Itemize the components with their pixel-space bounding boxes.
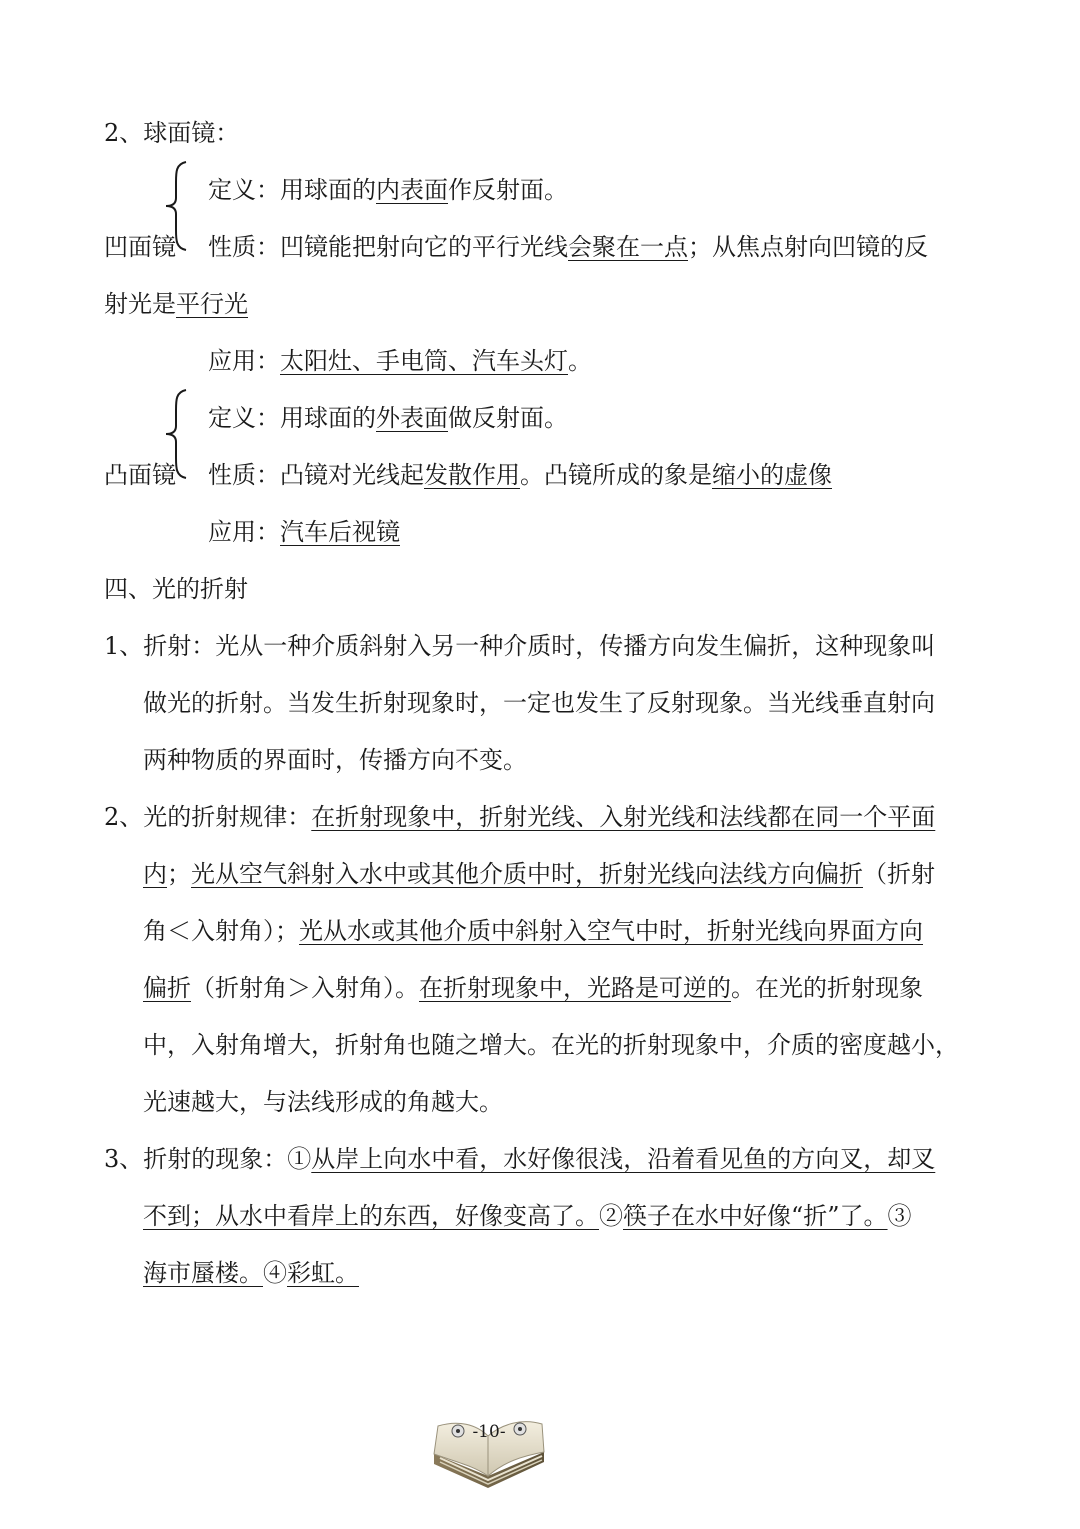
convex-application: 应用：汽车后视镜 — [208, 518, 400, 546]
concave-property-line2: 射光是平行光 — [104, 290, 248, 318]
concave-property-line1: 性质：凹镜能把射向它的平行光线会聚在一点；从焦点射向凹镜的反 — [208, 233, 928, 261]
concave-definition: 定义：用球面的内表面作反射面。 — [208, 176, 568, 204]
refraction-law-line1: 2、光的折射规律：在折射现象中，折射光线、入射光线和法线都在同一个平面 — [104, 803, 936, 831]
refraction-law-line3: 角＜入射角）；光从水或其他介质中斜射入空气中时，折射光线向界面方向 — [143, 917, 923, 945]
refraction-law-line4: 偏折（折射角＞入射角）。在折射现象中，光路是可逆的。在光的折射现象 — [143, 974, 923, 1002]
section-heading-spherical-mirror: 2、球面镜： — [104, 119, 240, 147]
page-number: -10- — [472, 1422, 506, 1442]
refraction-law-line2: 内；光从空气斜射入水中或其他介质中时，折射光线向法线方向偏折（折射 — [143, 860, 935, 888]
refraction-definition-line1: 1、折射：光从一种介质斜射入另一种介质时，传播方向发生偏折，这种现象叫 — [104, 632, 936, 660]
refraction-phenomena-line1: 3、折射的现象：①从岸上向水中看，水好像很浅，沿着看见鱼的方向叉，却叉 — [104, 1145, 936, 1173]
section-heading-refraction: 四、光的折射 — [104, 575, 248, 603]
convex-mirror-label: 凸面镜 — [104, 461, 176, 489]
concave-mirror-label: 凹面镜 — [104, 233, 176, 261]
convex-definition: 定义：用球面的外表面做反射面。 — [208, 404, 568, 432]
concave-application: 应用：太阳灶、手电筒、汽车头灯。 — [208, 347, 592, 375]
refraction-phenomena-line3: 海市蜃楼。④彩虹。 — [143, 1259, 359, 1287]
refraction-phenomena-line2: 不到；从水中看岸上的东西，好像变高了。②筷子在水中好像“折”了。③ — [143, 1202, 912, 1230]
refraction-law-line6: 光速越大，与法线形成的角越大。 — [143, 1088, 503, 1116]
refraction-definition-line3: 两种物质的界面时，传播方向不变。 — [143, 746, 527, 774]
convex-property: 性质：凸镜对光线起发散作用。凸镜所成的象是缩小的虚像 — [208, 461, 832, 489]
open-book-icon — [428, 1396, 550, 1496]
refraction-definition-line2: 做光的折射。当发生折射现象时，一定也发生了反射现象。当光线垂直射向 — [143, 689, 935, 717]
refraction-law-line5: 中，入射角增大，折射角也随之增大。在光的折射现象中，介质的密度越小， — [143, 1031, 959, 1059]
